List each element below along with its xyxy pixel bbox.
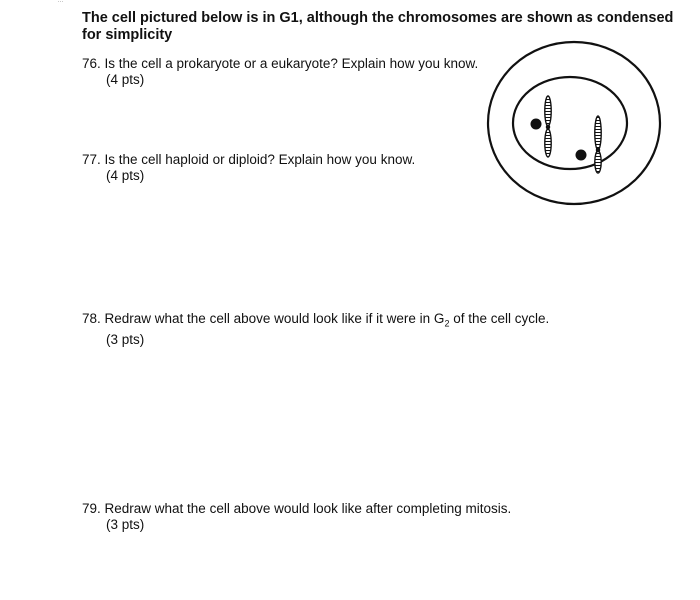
worksheet-heading: The cell pictured below is in G1, although the chromosomes are shown as condensed for simplicity — [82, 10, 674, 43]
question-78 — [82, 311, 549, 348]
chromosome-right-centromere — [576, 150, 587, 161]
question-76 — [82, 56, 478, 88]
chromosome-left — [531, 96, 552, 157]
question-79 — [82, 501, 511, 533]
chromosome-right — [576, 116, 602, 173]
question-77 — [82, 152, 415, 184]
question-79-points: (3 pts) — [106, 517, 145, 532]
question-78-text: 78. Redraw what the cell above would look like if it were in $G_2$ of the cell cycle. — [82, 311, 550, 329]
question-76-text: 76. Is the cell a prokaryote or a eukaryote? Explain how you know. — [82, 56, 479, 71]
nuclear-envelope — [513, 77, 627, 169]
chromosome-left-centromere — [531, 119, 542, 130]
question-78-points: (3 pts) — [106, 331, 145, 347]
page-header-fragment: ... — [58, 0, 64, 4]
cell-diagram — [484, 38, 664, 208]
question-79-text: 79. Redraw what the cell above would look like after completing mitosis. — [82, 501, 512, 516]
question-77-points: (4 pts) — [106, 168, 145, 183]
question-76-points: (4 pts) — [106, 72, 145, 87]
question-77-text: 77. Is the cell haploid or diploid? Explain how you know. — [82, 152, 416, 167]
